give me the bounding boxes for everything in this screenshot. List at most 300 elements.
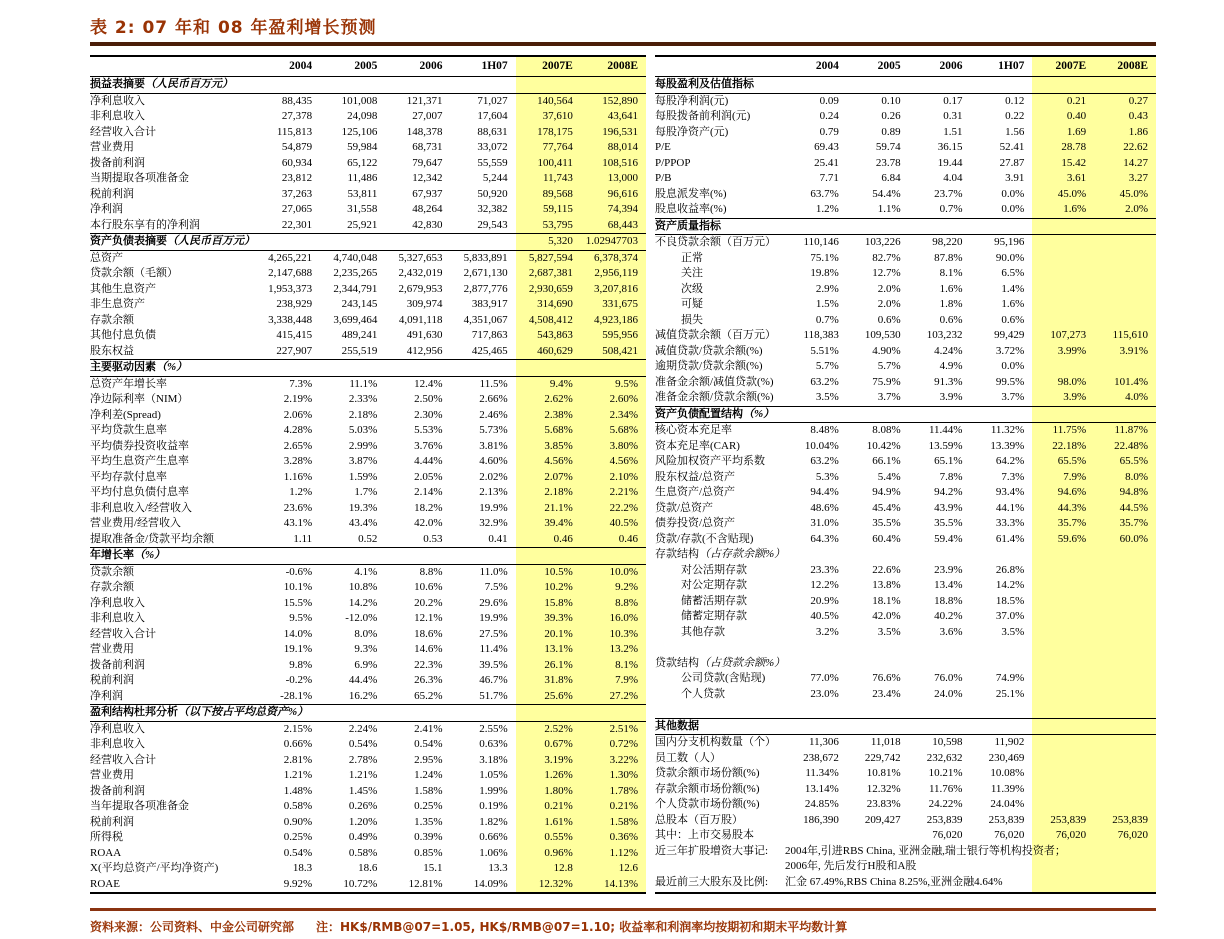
- cell-value: 37.0%: [995, 610, 1025, 622]
- cell-value: 79,647: [412, 156, 443, 169]
- cell-value: 71,027: [477, 94, 508, 107]
- cell-value: 10.04%: [804, 439, 839, 452]
- row-label: P/B: [655, 172, 672, 184]
- cell-value: [1094, 625, 1156, 641]
- cell-value: 2.0%: [1125, 203, 1148, 215]
- cell-value: 0.25%: [414, 800, 443, 812]
- row-label: 存款结构（占存款余额%）: [655, 548, 786, 560]
- cell-value: 2.41%: [414, 722, 443, 735]
- cell-value: 36.15: [937, 141, 963, 153]
- table-row: [90, 328, 646, 344]
- cell-value: 2.18%: [544, 486, 573, 498]
- cell-value: 11.0%: [479, 565, 508, 578]
- table-row: [90, 313, 646, 329]
- cell-value: 54,879: [281, 141, 313, 153]
- cell-value: 5.73%: [479, 424, 508, 436]
- cell-value: 107,273: [1050, 329, 1087, 341]
- cell-value: 8.1%: [939, 267, 963, 279]
- table-row: [655, 187, 1156, 203]
- table-row: [655, 359, 1156, 375]
- section-header-row: [90, 704, 646, 722]
- cell-value: [1094, 313, 1156, 329]
- column-header-row: [655, 57, 1156, 77]
- cell-value: 2.10%: [609, 470, 638, 483]
- cell-value: 26.1%: [544, 658, 573, 671]
- cell-value: 0.67%: [544, 738, 573, 750]
- cell-value: [1094, 609, 1156, 625]
- cell-value: [1094, 671, 1156, 687]
- table-row: [90, 187, 646, 203]
- cell-value: [847, 656, 909, 672]
- cell-value: 22.62: [1123, 141, 1148, 153]
- cell-value: 11,486: [347, 172, 378, 184]
- table-row: [90, 673, 646, 689]
- cell-value: [1032, 625, 1094, 641]
- cell-value: [255, 705, 320, 721]
- table-row: [90, 109, 646, 125]
- cell-value: [1094, 797, 1156, 813]
- cell-value: 118,383: [803, 329, 839, 341]
- cell-value: 35.5%: [872, 517, 901, 529]
- cell-value: [909, 219, 971, 235]
- cell-value: 2.34%: [609, 408, 638, 421]
- cell-value: [1032, 735, 1094, 751]
- cell-value: [385, 360, 450, 376]
- cell-value: 0.54%: [414, 738, 443, 750]
- column-header: 2005: [354, 60, 378, 72]
- cell-value: 3,699,464: [333, 313, 378, 326]
- row-label: 非利息收入: [90, 738, 145, 750]
- cell-value: [581, 77, 646, 93]
- column-header: 2008E: [1117, 60, 1148, 72]
- cell-value: 1.6%: [939, 282, 963, 295]
- table-row: [90, 297, 646, 313]
- cell-value: 19.44: [937, 156, 963, 169]
- cell-value: [581, 548, 646, 564]
- cell-value: 54.4%: [872, 187, 901, 200]
- cell-value: [970, 719, 1032, 735]
- cell-value: 19.9%: [479, 612, 508, 624]
- cell-value: [385, 234, 450, 250]
- cell-value: 13.59%: [928, 439, 963, 452]
- cell-value: 0.10: [881, 94, 901, 107]
- cell-value: -12.0%: [345, 612, 378, 624]
- cell-value: 0.26%: [348, 800, 378, 812]
- cell-value: [255, 548, 320, 564]
- cell-value: [385, 77, 450, 93]
- table-row: [655, 125, 1156, 141]
- row-label: 准备金余额/减值贷款(%): [655, 375, 774, 388]
- cell-value: 2.0%: [877, 282, 901, 295]
- cell-value: 23.78: [875, 156, 901, 169]
- cell-value: 2.46%: [479, 408, 508, 421]
- cell-value: 8.8%: [615, 596, 638, 609]
- row-label: 风险加权资产平均系数: [655, 455, 765, 467]
- section-header-row: [90, 233, 646, 251]
- table-row: [655, 470, 1156, 486]
- cell-value: 0.12: [1005, 94, 1025, 107]
- cell-value: [1032, 282, 1094, 298]
- cell-value: 1,953,373: [268, 282, 313, 295]
- cell-value: 3.22%: [609, 753, 638, 766]
- cell-value: 2.50%: [414, 393, 443, 405]
- cell-value: [255, 360, 320, 376]
- cell-value: 0.6%: [939, 313, 963, 326]
- cell-value: 1.16%: [283, 470, 313, 483]
- row-label: 本行股东享有的净利润: [90, 218, 200, 231]
- table-row: [655, 344, 1156, 360]
- cell-value: 65.5%: [1119, 455, 1148, 467]
- cell-value: [1032, 782, 1094, 798]
- row-label: 可疑: [681, 298, 703, 310]
- cell-value: 2.65%: [283, 439, 313, 452]
- row-label: 营业费用: [90, 643, 134, 655]
- cell-value: 309,974: [406, 298, 443, 310]
- note-row: [655, 875, 1156, 891]
- cell-value: 5,833,891: [463, 251, 508, 264]
- cell-value: 8.8%: [419, 565, 443, 578]
- cell-value: [970, 407, 1032, 423]
- cell-value: 63.2%: [810, 375, 839, 388]
- cell-value: 1.2%: [289, 486, 313, 498]
- note-row: [655, 859, 1156, 875]
- cell-value: 5.7%: [815, 360, 839, 372]
- cell-value: 95,196: [994, 236, 1025, 248]
- cell-value: 88,631: [477, 125, 508, 138]
- cell-value: 4.44%: [414, 455, 443, 467]
- cell-value: 44.3%: [1057, 501, 1087, 514]
- cell-value: 63.7%: [810, 187, 839, 200]
- cell-value: 65.5%: [1057, 455, 1087, 467]
- cell-value: 100,411: [537, 156, 573, 169]
- cell-value: 3.18%: [479, 753, 508, 766]
- cell-value: 76,020: [932, 829, 963, 841]
- cell-value: 19.3%: [348, 501, 378, 514]
- cell-value: 55,559: [477, 156, 508, 169]
- cell-value: 23.9%: [934, 563, 963, 576]
- table-row: [90, 516, 646, 532]
- cell-value: [1094, 735, 1156, 751]
- cell-value: 717,863: [471, 329, 508, 341]
- cell-value: 76.0%: [934, 672, 963, 684]
- table-row: [90, 202, 646, 218]
- table-row: [90, 423, 646, 439]
- cell-value: [970, 219, 1032, 235]
- cell-value: 2.62%: [544, 393, 573, 405]
- cell-value: 1.58%: [609, 815, 638, 828]
- cell-value: 14.27: [1123, 156, 1148, 169]
- cell-value: 3,207,816: [593, 282, 638, 295]
- cell-value: [1032, 687, 1094, 703]
- cell-value: 14.2%: [995, 579, 1025, 591]
- cell-value: 2,956,119: [594, 267, 638, 279]
- cell-value: 0.19%: [479, 800, 508, 812]
- row-label: 总资产年增长率: [90, 377, 167, 390]
- table-row: [655, 782, 1156, 798]
- table-row: [90, 140, 646, 156]
- cell-value: 6.84: [881, 172, 901, 184]
- cell-value: 3.5%: [1001, 625, 1025, 638]
- cell-value: [785, 547, 847, 563]
- cell-value: 18.1%: [872, 594, 901, 607]
- row-label: 其中：上市交易股本: [655, 829, 754, 841]
- cell-value: 2,877,776: [463, 282, 508, 295]
- cell-value: 65,122: [347, 156, 378, 169]
- row-label: 存款余额市场份额(%): [655, 782, 760, 795]
- table-row: [655, 547, 1156, 563]
- cell-value: 7.9%: [1063, 470, 1087, 483]
- cell-value: 26.3%: [414, 674, 443, 686]
- cell-value: 65.1%: [934, 455, 963, 467]
- row-label: 经营收入合计: [90, 627, 156, 640]
- table-row: [655, 532, 1156, 548]
- note-label: 最近前三大股东及比例:: [655, 875, 769, 888]
- cell-value: 25.6%: [544, 689, 573, 702]
- row-label: 拨备前利润: [90, 156, 145, 169]
- section-header-row: [90, 547, 646, 565]
- cell-value: 31.8%: [544, 674, 573, 686]
- row-label: 提取准备金/贷款平均余额: [90, 532, 215, 545]
- cell-value: 253,839: [926, 813, 963, 826]
- cell-value: 11.32%: [990, 424, 1025, 436]
- cell-value: 3.81%: [479, 439, 508, 452]
- table-row: [655, 797, 1156, 813]
- cell-value: 13.4%: [934, 579, 963, 591]
- cell-value: 101.4%: [1114, 375, 1148, 388]
- table-row: [90, 156, 646, 172]
- cell-value: 20.9%: [810, 594, 839, 607]
- cell-value: 7.3%: [1001, 470, 1025, 483]
- row-label: 经营收入合计: [90, 125, 156, 138]
- cell-value: 7.9%: [615, 674, 638, 686]
- cell-value: 2.51%: [609, 722, 638, 735]
- cell-value: [1032, 751, 1094, 767]
- cell-value: 10.0%: [609, 565, 638, 578]
- cell-value: [1032, 594, 1094, 610]
- cell-value: 9.5%: [615, 377, 638, 390]
- cell-value: 8.48%: [810, 424, 839, 436]
- cell-value: 22.2%: [609, 501, 638, 514]
- cell-value: 2.33%: [348, 393, 378, 405]
- cell-value: 42.0%: [414, 517, 443, 529]
- cell-value: 28.78: [1061, 141, 1087, 153]
- cell-value: 9.2%: [615, 581, 638, 593]
- cell-value: 331,675: [602, 298, 638, 310]
- table-row: [90, 877, 646, 893]
- note-label: [655, 859, 785, 875]
- row-label: 逾期贷款/贷款余额(%): [655, 360, 763, 372]
- row-label: 不良贷款余额（百万元）: [655, 236, 776, 248]
- cell-value: 2.66%: [479, 393, 508, 405]
- row-label: 次级: [681, 282, 703, 295]
- cell-value: 51.7%: [479, 689, 508, 702]
- cell-value: 24,098: [347, 110, 378, 122]
- cell-value: 5.7%: [877, 360, 901, 372]
- cell-value: 4.56%: [544, 455, 573, 467]
- cell-value: 0.41: [488, 532, 508, 545]
- table-row: [655, 687, 1156, 703]
- cell-value: 94.8%: [1119, 486, 1148, 498]
- cell-value: [516, 77, 581, 93]
- cell-value: [970, 77, 1032, 93]
- row-label: 其他存款: [681, 625, 725, 638]
- cell-value: 15.1: [423, 862, 443, 874]
- cell-value: 76.6%: [872, 672, 901, 684]
- table-row: [655, 454, 1156, 470]
- cell-value: 209,427: [864, 813, 901, 826]
- cell-value: 22.6%: [872, 563, 901, 576]
- cell-value: 90.0%: [995, 251, 1025, 264]
- cell-value: [1094, 782, 1156, 798]
- cell-value: 0.7%: [815, 313, 839, 326]
- cell-value: 5.51%: [810, 344, 839, 357]
- cell-value: 46.7%: [479, 674, 508, 686]
- cell-value: 61.4%: [995, 532, 1025, 545]
- cell-value: 75.9%: [872, 375, 901, 388]
- cell-value: 23.83%: [866, 798, 901, 810]
- cell-value: 1.6%: [1001, 298, 1025, 310]
- table-row: [90, 658, 646, 674]
- row-label: 对公定期存款: [681, 579, 747, 591]
- cell-value: 9.8%: [289, 658, 313, 671]
- cell-value: [1032, 656, 1094, 672]
- row-label: 总资产: [90, 251, 123, 264]
- cell-value: 0.54%: [283, 846, 313, 859]
- cell-value: 0.66%: [283, 738, 313, 750]
- cell-value: 1.86: [1128, 125, 1148, 138]
- cell-value: 8.0%: [1125, 470, 1148, 483]
- cell-value: 45.4%: [872, 501, 901, 514]
- cell-value: [1094, 235, 1156, 251]
- cell-value: [516, 705, 581, 721]
- cell-value: 0.7%: [939, 203, 963, 215]
- cell-value: 4.9%: [939, 360, 963, 372]
- cell-value: [385, 705, 450, 721]
- cell-value: 460,629: [537, 344, 573, 357]
- cell-value: [1094, 578, 1156, 594]
- cell-value: [785, 719, 847, 735]
- table-row: [655, 266, 1156, 282]
- cell-value: 6.5%: [1001, 267, 1025, 279]
- cell-value: 43.4%: [348, 517, 378, 529]
- column-header: 2006: [939, 60, 963, 72]
- cell-value: 3.7%: [1001, 391, 1025, 403]
- row-label: 每股盈利及估值指标: [655, 78, 754, 90]
- cell-value: 2,235,265: [333, 267, 378, 279]
- cell-value: 1.12%: [609, 846, 638, 859]
- row-label: 其他数据: [655, 719, 699, 732]
- row-label: 减值贷款/贷款余额(%): [655, 344, 763, 357]
- cell-value: 88,014: [607, 141, 638, 153]
- cell-value: 2.95%: [414, 753, 443, 766]
- cell-value: 3.85%: [544, 439, 573, 452]
- column-header: 2005: [877, 60, 901, 72]
- section-header-row: [655, 77, 1156, 94]
- cell-value: 4,923,186: [593, 313, 638, 326]
- cell-value: 0.36%: [609, 831, 638, 843]
- cell-value: 10.21%: [928, 767, 963, 779]
- cell-value: 10,598: [932, 736, 963, 748]
- section-header-row: [90, 359, 646, 377]
- cell-value: 232,632: [926, 751, 963, 764]
- cell-value: 1.58%: [414, 784, 443, 797]
- cell-value: 27,007: [412, 110, 443, 122]
- cell-value: 7.8%: [939, 470, 963, 483]
- cell-value: 255,519: [341, 344, 378, 357]
- cell-value: 1.2%: [815, 203, 839, 215]
- row-label: 准备金余额/贷款余额(%): [655, 391, 774, 403]
- cell-value: [1032, 797, 1094, 813]
- cell-value: [1094, 656, 1156, 672]
- cell-value: 12.81%: [408, 877, 443, 890]
- table-row: [655, 671, 1156, 687]
- table-row: [90, 565, 646, 581]
- cell-value: [1094, 266, 1156, 282]
- cell-value: 0.55%: [544, 831, 573, 843]
- table-row: [655, 751, 1156, 767]
- table-row: [90, 737, 646, 753]
- cell-value: 48,264: [412, 203, 443, 215]
- cell-value: 115,610: [1112, 329, 1148, 341]
- cell-value: 196,531: [602, 125, 638, 138]
- cell-value: 53,795: [542, 218, 573, 231]
- cell-value: 27.2%: [609, 689, 638, 702]
- cell-value: 0.89: [881, 125, 901, 138]
- cell-value: 4.90%: [872, 344, 901, 357]
- table-row: [90, 125, 646, 141]
- row-label: 资产负债表摘要（人民币百万元）: [90, 235, 255, 247]
- cell-value: 238,672: [803, 751, 839, 764]
- table-row: [655, 251, 1156, 267]
- table-row: [90, 846, 646, 862]
- table-row: [655, 202, 1156, 218]
- cell-value: 31.0%: [810, 517, 839, 529]
- cell-value: 1.21%: [348, 769, 378, 781]
- cell-value: [909, 656, 971, 672]
- cell-value: 4,508,412: [528, 313, 573, 326]
- cell-value: 10.3%: [609, 627, 638, 640]
- cell-value: 19.9%: [479, 501, 508, 514]
- row-label: 股东权益: [90, 344, 134, 357]
- column-header-spacer: [655, 57, 785, 76]
- cell-value: 3.5%: [815, 391, 839, 403]
- cell-value: 10.81%: [866, 767, 901, 779]
- cell-value: [1094, 687, 1156, 703]
- cell-value: 3.99%: [1057, 344, 1087, 357]
- cell-value: 2.78%: [348, 753, 378, 766]
- column-header: 2004: [289, 60, 313, 72]
- cell-value: 45.0%: [1119, 187, 1148, 200]
- cell-value: [1094, 547, 1156, 563]
- cell-value: [847, 219, 909, 235]
- cell-value: [255, 77, 320, 93]
- row-label: 主要驱动因素（%）: [90, 361, 188, 373]
- cell-value: 1.59%: [348, 470, 378, 483]
- row-label: 非利息收入/经营收入: [90, 501, 193, 514]
- table-row: [655, 828, 1156, 844]
- cell-value: 4,351,067: [463, 313, 508, 326]
- cell-value: 2,344,791: [333, 282, 378, 295]
- table-row: [655, 282, 1156, 298]
- table-row: [90, 768, 646, 784]
- column-header: 2007E: [542, 60, 573, 72]
- note-label: 近三年扩股增资大事记:: [655, 844, 769, 857]
- row-label: 贷款余额市场份额(%): [655, 767, 760, 779]
- cell-value: [1094, 751, 1156, 767]
- table-row: [655, 423, 1156, 439]
- column-header-spacer: [90, 57, 255, 76]
- table-row: [90, 799, 646, 815]
